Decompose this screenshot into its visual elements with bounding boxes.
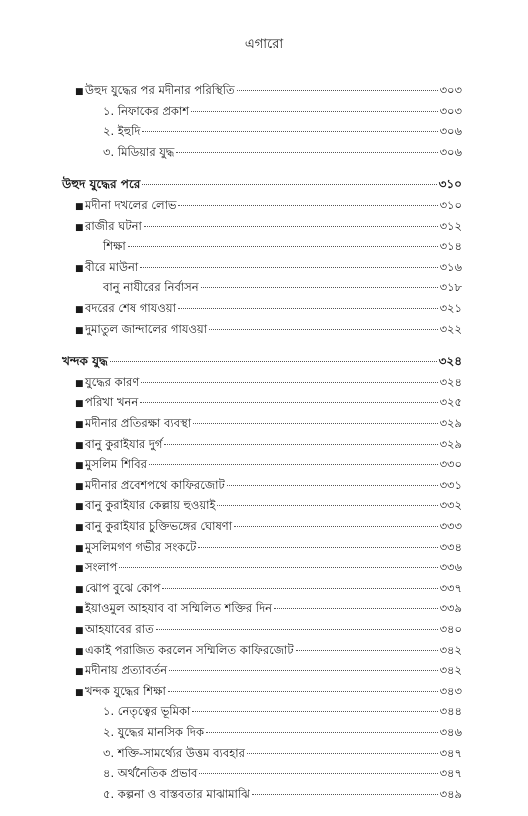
- page-number: ৩৪৭: [439, 745, 462, 760]
- entry-title: মদীনার প্রবেশপথে কাফিরজোট: [85, 477, 225, 492]
- toc-entry[interactable]: [75, 83, 462, 100]
- bullet-icon: ■: [75, 305, 84, 315]
- bullet-icon: ■: [75, 481, 84, 492]
- page-number: ৩৪২: [439, 663, 462, 678]
- page-number: ৩১০: [438, 177, 462, 192]
- toc-subentry[interactable]: [103, 787, 462, 802]
- leader-dots: [128, 246, 438, 247]
- leader-dots: [164, 444, 437, 445]
- section-heading[interactable]: [62, 354, 462, 369]
- entry-title: ইয়াওমুল আহযাব বা সম্মিলিত শক্তির দিন: [85, 601, 273, 616]
- leader-dots: [169, 670, 437, 671]
- page-number: ৩২৪: [438, 354, 462, 369]
- leader-dots: [274, 608, 438, 609]
- page-number: ৩১৪: [439, 239, 462, 254]
- leader-dots: [110, 361, 437, 362]
- page-number: ৩৩৩: [439, 519, 462, 533]
- toc-entry[interactable]: [75, 416, 462, 433]
- leader-dots: [193, 423, 437, 424]
- page-number: ৩৩৬: [439, 560, 462, 575]
- toc-entry[interactable]: [75, 581, 462, 598]
- toc-subentry[interactable]: [103, 766, 462, 781]
- leader-dots: [142, 131, 437, 132]
- bullet-icon: ■: [75, 605, 84, 616]
- toc-entry[interactable]: [75, 519, 462, 536]
- leader-dots: [149, 464, 438, 465]
- bullet-icon: ■: [75, 325, 84, 336]
- entry-title: পরিখা খনন: [85, 395, 139, 410]
- page-number: ৩১৬: [439, 259, 462, 274]
- toc-entry[interactable]: [75, 663, 462, 680]
- page-number: ৩৩২: [439, 498, 462, 513]
- leader-dots: [296, 650, 438, 651]
- entry-title: মদীনায় প্রত্যাবর্তন: [85, 663, 168, 678]
- page-number: ৩১২: [439, 218, 462, 233]
- leader-dots: [217, 505, 437, 506]
- entry-title: ১. নেতৃত্বের ভূমিকা: [103, 704, 191, 719]
- page-number: ৩২১: [439, 301, 462, 315]
- entry-title: আহযাবের রাত: [85, 622, 154, 636]
- page-number: ৩৩৭: [439, 580, 462, 595]
- toc-entry[interactable]: [75, 437, 462, 454]
- toc-subentry[interactable]: [103, 746, 462, 761]
- leader-dots: [176, 152, 437, 153]
- page-number: ৩০৬: [439, 144, 462, 159]
- entry-title: মদীনার প্রতিরক্ষা ব্যবস্থা: [85, 416, 192, 430]
- leader-dots: [198, 547, 437, 548]
- page-number: ৩৩৪: [439, 539, 462, 554]
- bullet-icon: ■: [75, 222, 84, 233]
- leader-dots: [206, 732, 438, 733]
- page-number: ৩৪৭: [439, 766, 462, 781]
- entry-title: মুসলিমগণ গভীর সংকটে: [85, 539, 197, 554]
- entry-title: শিক্ষা: [103, 239, 126, 254]
- entry-title: দুমাতুল জান্দালের গাযওয়া: [85, 321, 208, 336]
- page-number: ৩৪২: [439, 642, 462, 657]
- toc-entry[interactable]: [75, 684, 462, 701]
- section-heading-text: খন্দক যুদ্ধ: [62, 354, 108, 369]
- leader-dots: [119, 567, 437, 568]
- toc-entry[interactable]: [75, 622, 462, 639]
- bullet-icon: ■: [75, 263, 84, 274]
- bullet-icon: ■: [75, 461, 84, 472]
- toc-entry[interactable]: [75, 322, 462, 339]
- toc-entry[interactable]: [75, 643, 462, 660]
- leader-dots: [191, 111, 437, 112]
- toc-entry[interactable]: [75, 601, 462, 618]
- bullet-icon: ■: [75, 87, 84, 97]
- leader-dots: [199, 773, 437, 774]
- leader-dots: [178, 308, 438, 309]
- page-number: ৩২৯: [439, 416, 462, 430]
- page-number: ৩৩৯: [439, 601, 462, 616]
- entry-title: ৩. শক্তি-সামর্থ্যের উত্তম ব্যবহার: [103, 745, 245, 760]
- page-number: ৩০৩: [439, 103, 462, 118]
- page-number: ৩০৩: [439, 83, 462, 97]
- entry-title: একাই পরাজিত করলেন সম্মিলিত কাফিরজোট: [85, 642, 294, 657]
- toc-entry[interactable]: [75, 498, 462, 515]
- leader-dots: [178, 205, 437, 206]
- bullet-icon: ■: [75, 502, 84, 513]
- toc-entry[interactable]: [75, 198, 462, 215]
- entry-title: ঝোপ বুঝে কোপ: [85, 580, 161, 595]
- page-number: ৩১৮: [439, 280, 462, 295]
- entry-title: ৫. কল্পনা ও বাস্তবতার মাঝামাঝি: [103, 786, 250, 801]
- toc-subentry[interactable]: [103, 145, 462, 160]
- entry-title: বানু কুরাইযার চুক্তিভঙ্গের ঘোষণা: [85, 519, 233, 533]
- entry-title: সংলাপ: [85, 560, 118, 575]
- page-number: ৩২২: [439, 321, 462, 336]
- toc-entry[interactable]: [75, 219, 462, 236]
- leader-dots: [142, 184, 436, 185]
- toc-entry[interactable]: [75, 375, 462, 392]
- bullet-icon: ■: [75, 523, 84, 533]
- page-number: ৩২৫: [439, 395, 462, 410]
- leader-dots: [227, 485, 438, 486]
- toc-subentry[interactable]: [103, 124, 462, 139]
- bullet-icon: ■: [75, 543, 84, 554]
- leader-dots: [209, 329, 438, 330]
- entry-title: ২. ইহুদি: [103, 124, 141, 139]
- toc-entry[interactable]: [75, 478, 462, 495]
- toc-subentry[interactable]: [103, 104, 462, 119]
- leader-dots: [144, 226, 438, 227]
- bullet-icon: ■: [75, 646, 84, 657]
- leader-dots: [192, 711, 437, 712]
- entry-title: মুসলিম শিবির: [85, 457, 147, 472]
- entry-title: যুদ্ধের কারণ: [85, 374, 140, 389]
- leader-dots: [140, 402, 437, 403]
- page-number: ৩০৬: [439, 124, 462, 139]
- page-number: ৩২৪: [439, 374, 462, 389]
- toc-entry[interactable]: [75, 560, 462, 577]
- leader-dots: [162, 588, 437, 589]
- entry-title: রাজীর ঘটনা: [85, 218, 142, 233]
- entry-title: ৪. অর্থনৈতিক প্রভাব: [103, 766, 198, 781]
- leader-dots: [252, 794, 438, 795]
- entry-title: ৩. মিডিয়ার যুদ্ধ: [103, 144, 175, 159]
- leader-dots: [237, 90, 438, 91]
- leader-dots: [156, 629, 438, 630]
- toc-entry[interactable]: [75, 301, 462, 318]
- leader-dots: [201, 287, 438, 288]
- toc-entry[interactable]: [75, 260, 462, 277]
- page-number: ৩৩০: [439, 457, 462, 472]
- page-number: ৩২৯: [439, 436, 462, 451]
- toc-subentry[interactable]: [103, 239, 462, 254]
- leader-dots: [141, 382, 437, 383]
- leader-dots: [140, 267, 437, 268]
- entry-title: খন্দক যুদ্ধের শিক্ষা: [85, 683, 166, 698]
- toc-subentry[interactable]: [103, 280, 462, 295]
- entry-title: বানু কুরাইযার কেল্লায় হুওয়াই: [85, 498, 216, 513]
- toc-subentry[interactable]: [103, 725, 462, 740]
- entry-title: বানু নাযীরের নির্বাসন: [103, 280, 199, 295]
- page-number: ৩৩১: [439, 477, 462, 492]
- toc-entry[interactable]: [75, 457, 462, 474]
- bullet-icon: ■: [75, 626, 84, 636]
- page-number: ৩৪৬: [439, 725, 462, 739]
- entry-title: বদরের শেষ গাযওয়া: [85, 301, 176, 315]
- bullet-icon: ■: [75, 584, 84, 595]
- page-title: এগারো: [244, 37, 284, 52]
- bullet-icon: ■: [75, 202, 84, 212]
- leader-dots: [234, 526, 437, 527]
- page-number: ৩৪০: [439, 622, 462, 636]
- bullet-icon: ■: [75, 399, 84, 410]
- entry-title: মদীনা দখলের লোভ: [85, 198, 177, 212]
- entry-title: উহুদ যুদ্ধের পর মদীনার পরিস্থিতি: [85, 83, 235, 97]
- page-number: ৩৪৯: [439, 786, 462, 801]
- leader-dots: [168, 691, 438, 692]
- section-heading[interactable]: [62, 177, 462, 192]
- bullet-icon: ■: [75, 420, 84, 430]
- section-heading-text: উহুদ যুদ্ধের পরে: [62, 177, 141, 192]
- bullet-icon: ■: [75, 687, 84, 698]
- entry-title: বানু কুরাইযার দুর্গ: [85, 436, 163, 451]
- toc-entry[interactable]: [75, 540, 462, 557]
- entry-title: ২. যুদ্ধের মানসিক দিক: [103, 725, 204, 739]
- page-number: ৩৪৩: [439, 683, 462, 698]
- entry-title: বীরে মাউনা: [85, 259, 139, 274]
- bullet-icon: ■: [75, 440, 84, 451]
- bullet-icon: ■: [75, 667, 84, 678]
- toc-subentry[interactable]: [103, 704, 462, 719]
- bullet-icon: ■: [75, 378, 84, 389]
- page-number: ৩১০: [439, 198, 462, 212]
- entry-title: ১. নিফাকের প্রকাশ: [103, 103, 190, 118]
- page-number: ৩৪৪: [439, 704, 462, 719]
- bullet-icon: ■: [75, 564, 84, 575]
- toc-entry[interactable]: [75, 395, 462, 412]
- leader-dots: [247, 753, 438, 754]
